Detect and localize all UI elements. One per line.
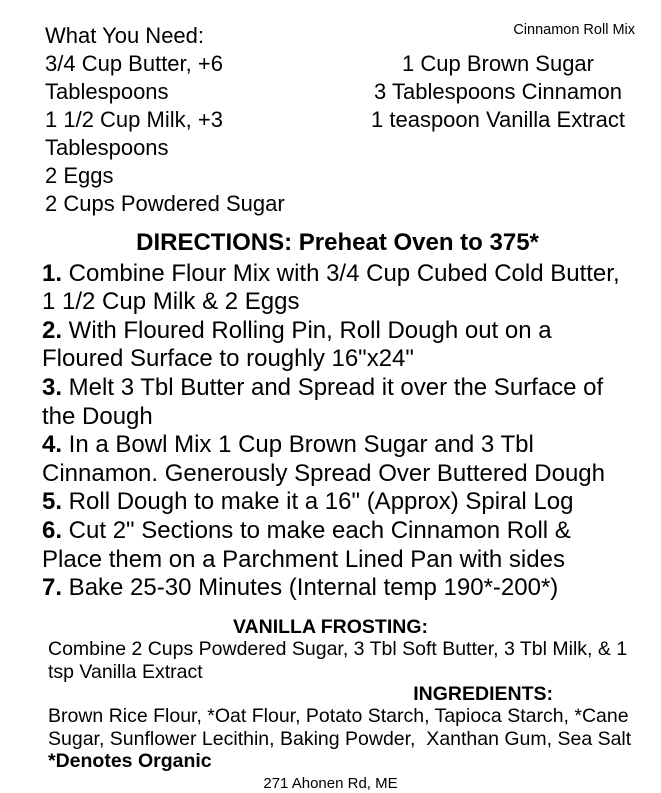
frosting-line: tsp Vanilla Extract (48, 660, 203, 683)
needs-left-column (45, 50, 345, 218)
needs-item: 1 Cup Brown Sugar (402, 51, 594, 76)
needs-item: 1 teaspoon Vanilla Extract (371, 107, 625, 132)
direction-line: 3. Melt 3 Tbl Butter and Spread it over the Surface of (42, 373, 604, 401)
step-number: 5. (42, 488, 63, 516)
product-name-label: Cinnamon Roll Mix (513, 22, 635, 38)
direction-line: 7. Bake 25-30 Minutes (Internal temp 190*-200*) (42, 574, 559, 602)
needs-columns (45, 50, 661, 218)
organic-note: *Denotes Organic (48, 750, 212, 773)
needs-item: 3 Tablespoons Cinnamon (374, 79, 622, 104)
step-number: 1. (42, 259, 63, 287)
direction-line: Floured Surface to roughly 16"x24" (42, 345, 414, 373)
needs-right-column (345, 50, 661, 218)
needs-heading: What You Need: (45, 23, 205, 48)
ingredients-line: Sugar, Sunflower Lecithin, Baking Powder, Xanthan Gum, Sea Salt (48, 727, 632, 750)
step-number: 7. (42, 574, 63, 602)
directions-list (42, 260, 633, 603)
direction-line: 2. With Floured Rolling Pin, Roll Dough out on a (42, 316, 552, 344)
direction-line: Cinnamon. Generously Spread Over Buttered Dough (42, 459, 605, 487)
frosting-and-ingredients-section (0, 616, 661, 773)
address-label: 271 Ahonen Rd, ME (263, 774, 398, 792)
direction-line: 1 1/2 Cup Milk & 2 Eggs (42, 288, 300, 316)
ingredients-heading: INGREDIENTS: (413, 682, 553, 705)
needs-item: 2 Eggs (45, 163, 114, 188)
frosting-heading: VANILLA FROSTING: (233, 615, 428, 638)
direction-line: Place them on a Parchment Lined Pan with sides (42, 545, 565, 573)
ingredients-line: Brown Rice Flour, *Oat Flour, Potato Starch, Tapioca Starch, *Cane (48, 705, 629, 728)
direction-line: 6. Cut 2" Sections to make each Cinnamon Roll & (42, 516, 571, 544)
step-number: 2. (42, 316, 63, 344)
direction-line: 4. In a Bowl Mix 1 Cup Brown Sugar and 3 Tbl (42, 431, 534, 459)
frosting-instructions (0, 638, 661, 683)
directions-section (0, 229, 661, 603)
needs-item: 2 Cups Powdered Sugar (45, 191, 285, 216)
direction-line: 1. Combine Flour Mix with 3/4 Cup Cubed Cold Butter, (42, 259, 620, 287)
step-number: 3. (42, 373, 63, 401)
needs-item: 3/4 Cup Butter, +6 Tablespoons (45, 51, 223, 104)
step-number: 4. (42, 431, 63, 459)
direction-line: the Dough (42, 402, 153, 430)
frosting-line: Combine 2 Cups Powdered Sugar, 3 Tbl Soft Butter, 3 Tbl Milk, & 1 (48, 638, 628, 661)
ingredients-list (0, 705, 661, 750)
direction-line: 5. Roll Dough to make it a 16" (Approx) Spiral Log (42, 488, 574, 516)
step-number: 6. (42, 516, 63, 544)
needs-item: 1 1/2 Cup Milk, +3 Tablespoons (45, 107, 223, 160)
directions-heading: DIRECTIONS: Preheat Oven to 375* (136, 229, 539, 256)
